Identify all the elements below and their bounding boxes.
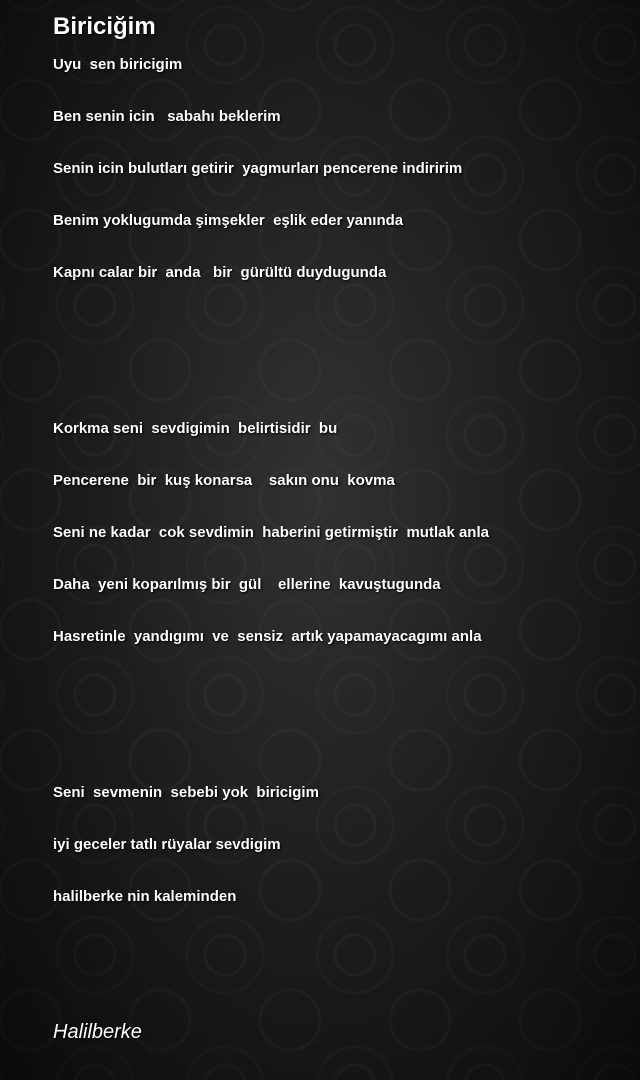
poem-title: Biriciğim (53, 13, 156, 40)
poem-line: Daha yeni koparılmış bir gül ellerine kavuştugunda (53, 576, 441, 593)
poem-blank-line (53, 312, 623, 364)
poem-line: Kapnı calar bir anda bir gürültü duydugunda (53, 264, 387, 281)
poem-line: Hasretinle yandıgımı ve sensiz artık yapamayacagımı anla (53, 628, 482, 645)
poem-blank-line (53, 728, 623, 780)
poem-line: Pencerene bir kuş konarsa sakın onu kovma (53, 472, 395, 489)
poem-line: Uyu sen biricigim (53, 56, 183, 73)
poem-line: Seni sevmenin sebebi yok biricigim (53, 784, 319, 801)
poem-line: Ben senin icin sabahı beklerim (53, 108, 281, 125)
poem-line: Seni ne kadar cok sevdimin haberini getirmiştir mutlak anla (53, 524, 489, 541)
poem-blank-line (53, 676, 623, 728)
poem-line: Benim yoklugumda şimşekler eşlik eder yanında (53, 212, 404, 229)
poem-line: Korkma seni sevdigimin belirtisidir bu (53, 420, 338, 437)
poem-line: Senin icin bulutları getirir yagmurları pencerene indiririm (53, 160, 463, 177)
poem-line: iyi geceler tatlı rüyalar sevdigim (53, 836, 281, 853)
poem-body (53, 52, 623, 936)
poem-blank-line (53, 364, 623, 416)
poem-author[interactable]: Halilberke (53, 1021, 142, 1043)
poem-line: halilberke nin kaleminden (53, 888, 237, 905)
